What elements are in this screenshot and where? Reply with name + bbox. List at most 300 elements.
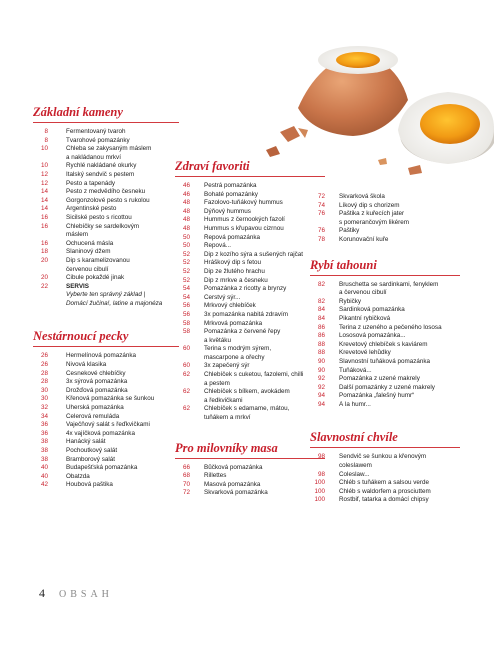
entry-title: Coleslaw... xyxy=(339,470,370,478)
entry-title: Fazolovo-tuňákový hummus xyxy=(204,199,283,207)
toc-entry xyxy=(310,496,460,505)
entry-title: 3x pomazánka nabitá zdravím xyxy=(204,310,289,318)
entry-title: Chlebíček s cuketou, fazolemi, chilli xyxy=(204,371,304,379)
toc-entry xyxy=(175,481,325,490)
toc-entry xyxy=(175,405,325,414)
toc-entry xyxy=(33,154,179,163)
toc-entry xyxy=(175,294,325,303)
entry-title: Líkový dip s chorizem xyxy=(339,201,400,209)
toc-entry xyxy=(175,388,325,397)
toc-entry xyxy=(175,354,325,363)
page-ref: 14 xyxy=(40,196,48,204)
page-ref: 16 xyxy=(40,239,48,247)
toc-entry xyxy=(33,447,179,456)
toc-entry xyxy=(33,145,179,154)
entry-title: Paštika z kuřecích jater xyxy=(339,210,405,218)
page-ref: 58 xyxy=(182,328,190,336)
entry-title: Dip s karamelizovanou xyxy=(66,256,130,264)
section-divider xyxy=(33,346,179,347)
entry-title: Argentinské pesto xyxy=(66,205,117,213)
page-ref: 52 xyxy=(182,276,190,284)
page-ref: 20 xyxy=(40,274,48,282)
toc-entry xyxy=(33,473,179,482)
page-ref: 70 xyxy=(182,480,190,488)
toc-entry xyxy=(33,180,179,189)
page-ref: 8 xyxy=(44,128,48,135)
page-ref: 94 xyxy=(317,400,325,408)
page-ref xyxy=(33,291,48,300)
page-ref: 56 xyxy=(182,310,190,318)
page-ref: 30 xyxy=(40,395,48,403)
page-ref: 78 xyxy=(317,235,325,243)
entry-title: s pomerančovým likérem xyxy=(339,218,409,226)
toc-entry xyxy=(310,367,460,376)
toc-entry xyxy=(175,242,325,251)
toc-entry xyxy=(310,358,460,367)
page-ref: 54 xyxy=(182,285,190,293)
entry-title: Řepová... xyxy=(204,242,231,250)
entry-title: Bruschetta se sardinkami, fenyklem xyxy=(339,280,439,288)
page-ref: 86 xyxy=(317,332,325,340)
page-ref xyxy=(175,380,190,389)
entry-title: Pochoutkový salát xyxy=(66,447,118,454)
toc-entry xyxy=(33,464,179,473)
page-ref xyxy=(175,354,190,363)
toc-column-1 xyxy=(33,104,179,490)
page-ref: 84 xyxy=(317,306,325,314)
toc-entry xyxy=(33,481,179,490)
entry-title: Chlebíček s bílkem, avokádem xyxy=(204,388,290,396)
toc-entry xyxy=(33,438,179,447)
page-ref: 76 xyxy=(317,210,325,218)
toc-entry xyxy=(33,266,179,275)
entry-title: Rybičky xyxy=(339,297,362,305)
toc-entry xyxy=(175,328,325,337)
page-ref: 60 xyxy=(182,362,190,370)
page-ref: 38 xyxy=(40,447,48,454)
toc-entry xyxy=(33,171,179,180)
entry-title: coleslawem xyxy=(339,462,372,470)
toc-entry xyxy=(310,219,460,228)
entry-title: Tvarohové pomazánky xyxy=(66,136,130,144)
entry-title: mascarpone a ořechy xyxy=(204,353,265,361)
toc-entry xyxy=(33,257,179,266)
entry-title: a pestem xyxy=(204,379,230,387)
page-ref: 40 xyxy=(40,472,48,480)
entry-title: Hráškový dip s fetou xyxy=(204,259,262,267)
toc-entry xyxy=(310,298,460,307)
page-ref: 60 xyxy=(182,345,190,353)
page-ref: 84 xyxy=(317,314,325,322)
toc-entry xyxy=(310,462,460,471)
page-ref: 30 xyxy=(40,386,48,394)
entry-title: a nakládanou mrkví xyxy=(66,153,121,161)
toc-entry xyxy=(310,392,460,401)
toc-entry xyxy=(175,208,325,217)
entry-title: Slaninový džem xyxy=(66,248,111,256)
entry-title: Další pomazánky z uzené makrely xyxy=(339,383,435,391)
entry-title: Pestrá pomazánka xyxy=(204,182,257,189)
egg-photo xyxy=(258,0,494,180)
toc-entry xyxy=(175,489,325,498)
toc-entry xyxy=(33,214,179,223)
entry-title: Škvarková pomazánka xyxy=(204,489,268,497)
entry-title: Pomazánka z ricotty a brynzy xyxy=(204,285,287,293)
entry-title: Mrkvový chlebíček xyxy=(204,302,256,310)
entry-title: Terina z uzeného a pečeného lososa xyxy=(339,323,442,331)
entry-title: Hummus z černookých fazolí xyxy=(204,216,285,224)
toc-entry xyxy=(33,137,179,146)
page-ref: 54 xyxy=(182,293,190,301)
toc-entry xyxy=(175,268,325,277)
entry-title: Hermelínová pomazánka xyxy=(66,352,137,360)
page-ref: 28 xyxy=(40,378,48,386)
page-ref: 76 xyxy=(317,227,325,235)
toc-entry xyxy=(310,236,460,245)
toc-entry xyxy=(310,349,460,358)
entry-title: Uherská pomazánka xyxy=(66,404,124,412)
entry-title: Paštiky xyxy=(339,227,360,235)
entry-title: Domácí žučina!, latine a majonéza xyxy=(66,299,163,307)
entry-title: Vyberte ten správný základ | xyxy=(66,291,146,299)
toc-entry xyxy=(175,216,325,225)
toc-entry xyxy=(33,283,179,292)
page-ref: 38 xyxy=(40,438,48,446)
entry-title: Nivová klasika xyxy=(66,361,107,369)
section-divider xyxy=(310,275,460,276)
page-ref xyxy=(310,219,325,228)
page-ref: 100 xyxy=(314,487,325,495)
toc-list xyxy=(310,193,460,245)
entry-title: Mrkvová pomazánka xyxy=(204,319,263,327)
section-divider xyxy=(175,176,325,177)
entry-title: tuňákem a mrkví xyxy=(204,414,251,422)
toc-entry xyxy=(33,223,179,232)
section-title: Základní kameny xyxy=(33,105,123,119)
entry-title: Pomazánka „falešný humr“ xyxy=(339,392,415,400)
section-divider xyxy=(310,447,460,448)
page-ref: 62 xyxy=(182,371,190,379)
section-slavnostni-chvile xyxy=(310,429,460,505)
toc-entry xyxy=(175,472,325,481)
section-zdravi-favoriti xyxy=(175,158,325,423)
page-number: 4 xyxy=(39,586,45,600)
toc-entry xyxy=(33,231,179,240)
toc-list xyxy=(33,352,179,490)
page-ref: 52 xyxy=(182,267,190,275)
toc-entry xyxy=(310,332,460,341)
toc-entry xyxy=(310,324,460,333)
entry-title: Italský sendvič s pestem xyxy=(66,170,135,178)
entry-title: Tuňáková... xyxy=(339,366,372,374)
entry-title: Cibule pokaždé jinak xyxy=(66,274,125,282)
toc-entry xyxy=(175,191,325,200)
entry-title: Dip z mrkve a česneku xyxy=(204,276,268,284)
entry-title: a květáku xyxy=(204,336,231,344)
page-ref: 74 xyxy=(317,201,325,209)
page-ref: 10 xyxy=(40,145,48,153)
page-ref xyxy=(310,289,325,298)
toc-entry xyxy=(33,404,179,413)
entry-title: 3x zapečený sýr xyxy=(204,362,250,370)
toc-entry xyxy=(175,311,325,320)
toc-entry xyxy=(175,259,325,268)
entry-title: Bohaté pomazánky xyxy=(204,190,258,198)
section-nestarnouci-pecky xyxy=(33,328,179,490)
page-ref: 14 xyxy=(40,205,48,213)
page-ref: 10 xyxy=(40,162,48,170)
toc-entry xyxy=(310,281,460,290)
toc-entry xyxy=(310,289,460,298)
toc-entry xyxy=(175,371,325,380)
page-ref: 98 xyxy=(317,470,325,478)
toc-entry xyxy=(175,337,325,346)
entry-title: Gorgonzolové pesto s rukolou xyxy=(66,196,150,204)
page-ref: 72 xyxy=(182,489,190,497)
page-ref xyxy=(310,462,325,471)
toc-entry xyxy=(175,285,325,294)
page-ref: 98 xyxy=(317,453,325,461)
page-ref: 48 xyxy=(182,207,190,215)
entry-title: Chlebíček s edamame, mátou, xyxy=(204,405,290,413)
toc-entry xyxy=(33,205,179,214)
toc-entry xyxy=(310,479,460,488)
page-ref: 36 xyxy=(40,421,48,429)
entry-title: Rillettes xyxy=(204,472,227,480)
entry-title: a červenou cibulí xyxy=(339,289,387,297)
entry-title: Dip z kozího sýra a sušených rajčat xyxy=(204,250,304,258)
section-title: Pro milovníky masa xyxy=(175,440,278,455)
toc-entry xyxy=(33,352,179,361)
toc-entry xyxy=(33,274,179,283)
entry-title: Dýňový hummus xyxy=(204,207,251,215)
section-zakladni-kameny xyxy=(33,104,179,308)
toc-entry xyxy=(175,362,325,371)
page-ref: 8 xyxy=(44,136,48,144)
entry-title: Pikantní rybičková xyxy=(339,314,391,322)
page-ref: 26 xyxy=(40,361,48,369)
entry-title: Škvarková škola xyxy=(339,193,385,200)
footer-label: OBSAH xyxy=(59,589,113,600)
toc-entry xyxy=(33,413,179,422)
entry-title: 3x sýrová pomazánka xyxy=(66,378,128,386)
entry-title: Křenová pomazánka se šunkou xyxy=(66,395,155,403)
page-ref: 40 xyxy=(40,464,48,472)
toc-entry xyxy=(33,291,179,300)
toc-column-3 xyxy=(310,193,460,505)
page-ref: 100 xyxy=(314,496,325,504)
entry-title: Pesto z medvědího česneku xyxy=(66,188,146,196)
toc-entry xyxy=(310,471,460,480)
page-ref: 48 xyxy=(182,199,190,207)
entry-title: Dip ze žlutého hrachu xyxy=(204,267,265,275)
page-ref: 100 xyxy=(314,479,325,487)
toc-entry xyxy=(33,128,179,137)
toc-entry xyxy=(310,210,460,219)
entry-title: Terina s modrým sýrem, xyxy=(204,345,272,353)
page-ref: 86 xyxy=(317,323,325,331)
toc-entry xyxy=(310,202,460,211)
entry-title: Lososová pomazánka... xyxy=(339,332,406,340)
toc-entry xyxy=(175,225,325,234)
entry-title: 4x vajíčková pomazánka xyxy=(66,429,135,437)
page-ref: 46 xyxy=(182,182,190,189)
page-ref: 34 xyxy=(40,412,48,420)
toc-entry xyxy=(310,306,460,315)
page-ref: 68 xyxy=(182,472,190,480)
toc-list xyxy=(310,453,460,505)
toc-entry xyxy=(175,182,325,191)
page-ref: 16 xyxy=(40,213,48,221)
toc-entry xyxy=(33,430,179,439)
page-ref: 62 xyxy=(182,405,190,413)
page-ref xyxy=(175,397,190,406)
page-ref: 82 xyxy=(317,280,325,288)
section-rybi-tahouni xyxy=(310,257,460,410)
entry-title: Česnekové chlebíčky xyxy=(66,369,126,377)
toc-entry xyxy=(310,227,460,236)
page-ref: 92 xyxy=(317,383,325,391)
entry-title: Pesto a tapenády xyxy=(66,179,116,187)
toc-column-2 xyxy=(175,158,325,498)
toc-entry xyxy=(310,341,460,350)
toc-entry xyxy=(310,193,460,202)
entry-title: Pomazánka z uzené makrely xyxy=(339,375,420,383)
page-ref: 58 xyxy=(182,319,190,327)
toc-entry xyxy=(33,197,179,206)
toc-entry xyxy=(310,488,460,497)
page-ref: 42 xyxy=(40,481,48,489)
entry-title: máslem xyxy=(66,231,89,239)
page-ref: 46 xyxy=(182,190,190,198)
entry-title: a ředkvičkami xyxy=(204,396,243,404)
toc-entry xyxy=(33,248,179,257)
entry-title: Chlebíčky se sardelkovým xyxy=(66,222,140,230)
page-ref: 20 xyxy=(40,256,48,264)
entry-title: Obatzda xyxy=(66,472,90,480)
toc-entry xyxy=(33,456,179,465)
page-ref: 92 xyxy=(317,375,325,383)
page-ref: 12 xyxy=(40,170,48,178)
entry-title: Sardinková pomazánka xyxy=(339,306,405,314)
entry-title: Ochucená másla xyxy=(66,239,114,247)
entry-title: Hanácký salát xyxy=(66,438,106,446)
toc-entry xyxy=(175,251,325,260)
toc-entry xyxy=(175,302,325,311)
page-ref: 38 xyxy=(40,455,48,463)
page-ref: 90 xyxy=(317,357,325,365)
section-title: Slavnostní chvíle xyxy=(310,430,398,445)
toc-entry xyxy=(33,378,179,387)
toc-entry xyxy=(33,387,179,396)
page-ref xyxy=(33,231,48,240)
page-ref: 72 xyxy=(317,193,325,200)
page-ref: 82 xyxy=(317,297,325,305)
entry-title: Chléb s waldorfem a prosciuttem xyxy=(339,487,431,495)
toc-entry xyxy=(310,375,460,384)
entry-title: Rostbif, tatarka a domácí chipsy xyxy=(339,496,429,504)
entry-title: Hummus s křupavou cizrnou xyxy=(204,224,284,232)
page-ref: 12 xyxy=(40,179,48,187)
page-ref xyxy=(33,154,48,163)
toc-entry xyxy=(175,464,325,473)
entry-title: Fermentovaný tvaroh xyxy=(66,128,126,135)
entry-title: Rychlé nakládané okurky xyxy=(66,162,137,170)
page-ref: 22 xyxy=(40,282,48,290)
toc-entry xyxy=(33,370,179,379)
entry-title: Krevetový chlebíček s kaviárem xyxy=(339,340,428,348)
page-ref: 14 xyxy=(40,188,48,196)
toc-entry xyxy=(33,240,179,249)
toc-entry xyxy=(310,384,460,393)
page-ref: 36 xyxy=(40,429,48,437)
entry-title: Celerová remuláda xyxy=(66,412,120,420)
entry-title: Bramborový salát xyxy=(66,455,115,463)
toc-entry xyxy=(33,361,179,370)
entry-title: Pomazánka z červené řepy xyxy=(204,328,281,336)
page-ref: 16 xyxy=(40,222,48,230)
entry-title: Slavnostní tuňáková pomazánka xyxy=(339,357,431,365)
toc-entry xyxy=(175,345,325,354)
toc-entry xyxy=(175,320,325,329)
toc-entry xyxy=(175,277,325,286)
entry-title: Řepová pomazánka xyxy=(204,233,261,241)
page-ref: 32 xyxy=(40,404,48,412)
entry-title: Čerstvý sýr... xyxy=(204,293,241,301)
toc-list xyxy=(175,182,325,423)
toc-entry xyxy=(175,234,325,243)
page-ref: 90 xyxy=(317,366,325,374)
page-ref: 52 xyxy=(182,250,190,258)
section-divider xyxy=(33,122,179,123)
page-ref: 50 xyxy=(182,242,190,250)
toc-entry xyxy=(175,397,325,406)
page-ref: 48 xyxy=(182,216,190,224)
entry-title: Vaječňový salát s řeďkvičkami xyxy=(66,421,150,429)
section-title: Zdraví favoriti xyxy=(175,159,250,173)
page-ref: 50 xyxy=(182,233,190,241)
entry-title: Sicilské pesto s ricottou xyxy=(66,213,132,221)
entry-title: Masová pomazánka xyxy=(204,480,261,488)
entry-title: Chléb s tuňákem a salsou verde xyxy=(339,479,429,487)
entry-title: Houbová paštika xyxy=(66,481,113,489)
entry-title: Budapešťská pomazánka xyxy=(66,464,138,472)
page-ref: 66 xyxy=(182,463,190,471)
toc-entry xyxy=(175,199,325,208)
toc-entry xyxy=(310,401,460,410)
toc-entry xyxy=(310,315,460,324)
toc-entry xyxy=(33,395,179,404)
entry-title: SERVIS xyxy=(66,282,89,290)
toc-entry xyxy=(33,300,179,309)
toc-entry xyxy=(33,188,179,197)
page-ref xyxy=(175,337,190,346)
entry-title: červenou cibulí xyxy=(66,265,109,273)
page-footer xyxy=(39,586,113,601)
entry-title: À la humr... xyxy=(339,400,371,408)
page-ref: 48 xyxy=(182,224,190,232)
entry-title: Drožďová pomazánka xyxy=(66,386,128,394)
entry-title: Sendvič se šunkou a křenovým xyxy=(339,453,427,461)
toc-list xyxy=(310,281,460,410)
page-ref: 88 xyxy=(317,340,325,348)
toc-entry xyxy=(175,380,325,389)
page-ref: 52 xyxy=(182,259,190,267)
section-divider xyxy=(175,458,325,459)
page-ref xyxy=(33,266,48,275)
page-ref: 88 xyxy=(317,349,325,357)
entry-title: Korunovační kuře xyxy=(339,235,389,243)
